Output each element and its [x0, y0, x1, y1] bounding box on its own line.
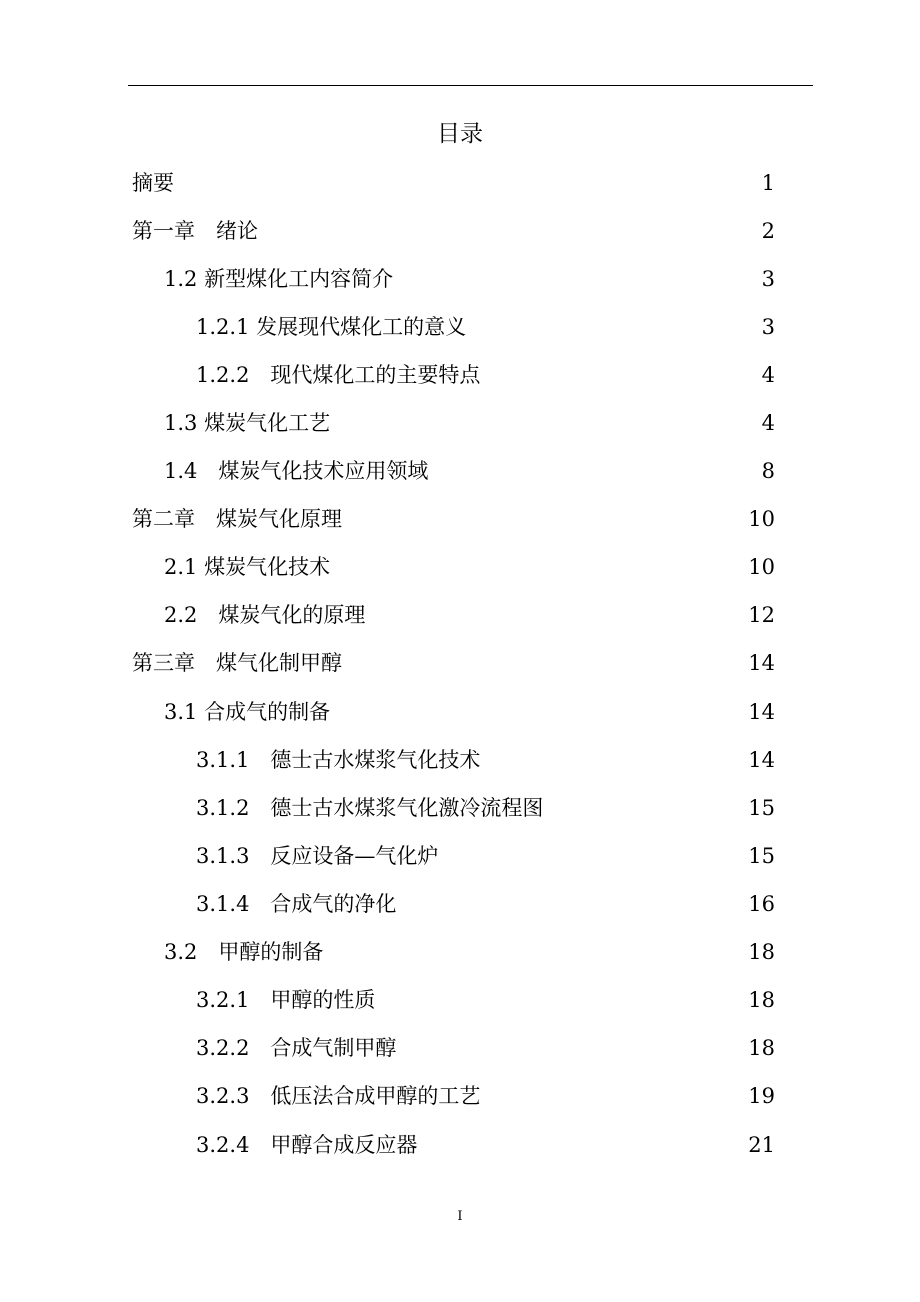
toc-entry[interactable]	[0, 1127, 920, 1163]
toc-entry[interactable]	[0, 549, 920, 585]
toc-entry-label: 3.1.3 反应设备—气化炉	[196, 844, 439, 868]
toc-entry[interactable]	[0, 645, 920, 681]
toc-entry-label: 摘要	[132, 171, 174, 195]
toc-entry-page-number: 18	[748, 988, 775, 1012]
toc-entry-label: 2.2 煤炭气化的原理	[164, 603, 366, 627]
toc-entry-page-number: 14	[748, 651, 775, 675]
toc-entry[interactable]	[0, 934, 920, 970]
toc-entry-page-number: 4	[761, 411, 775, 435]
toc-entry-label: 1.2.2 现代煤化工的主要特点	[196, 363, 481, 387]
toc-entry-label: 第三章 煤气化制甲醇	[132, 651, 342, 675]
toc-entry[interactable]	[0, 309, 920, 345]
toc-entry-page-number: 16	[748, 892, 775, 916]
toc-entry-label: 1.2 新型煤化工内容简介	[164, 267, 394, 291]
toc-entry-page-number: 2	[761, 219, 775, 243]
toc-entry-label: 3.1 合成气的制备	[164, 700, 331, 724]
toc-entry-label: 2.1 煤炭气化技术	[164, 555, 331, 579]
toc-entry-page-number: 8	[761, 459, 775, 483]
toc-entry[interactable]	[0, 213, 920, 249]
toc-entry-label: 1.3 煤炭气化工艺	[164, 411, 331, 435]
toc-entry[interactable]	[0, 501, 920, 537]
toc-entry[interactable]	[0, 357, 920, 393]
toc-entry[interactable]	[0, 694, 920, 730]
toc-entry-page-number: 14	[748, 700, 775, 724]
toc-entry[interactable]	[0, 742, 920, 778]
toc-entry[interactable]	[0, 838, 920, 874]
toc-entry[interactable]	[0, 405, 920, 441]
toc-entry-page-number: 3	[761, 315, 775, 339]
toc-entry[interactable]	[0, 597, 920, 633]
toc-entry-page-number: 18	[748, 1036, 775, 1060]
toc-entry[interactable]	[0, 1030, 920, 1066]
toc-entry-label: 3.2.1 甲醇的性质	[196, 988, 376, 1012]
toc-entry-label: 第一章 绪论	[132, 219, 258, 243]
toc-entry-page-number: 4	[761, 363, 775, 387]
toc-entry[interactable]	[0, 261, 920, 297]
toc-entry[interactable]	[0, 1078, 920, 1114]
toc-entry-label: 3.2.4 甲醇合成反应器	[196, 1133, 418, 1157]
toc-title: 目录	[437, 121, 483, 147]
toc-entry[interactable]	[0, 165, 920, 201]
toc-entry[interactable]	[0, 886, 920, 922]
toc-entry-page-number: 15	[748, 796, 775, 820]
toc-entry-page-number: 10	[748, 555, 775, 579]
toc-entry-page-number: 14	[748, 748, 775, 772]
toc-entry-label: 3.1.2 德士古水煤浆气化激冷流程图	[196, 796, 544, 820]
toc-entry[interactable]	[0, 982, 920, 1018]
toc-entry[interactable]	[0, 790, 920, 826]
toc-entry-label: 1.4 煤炭气化技术应用领域	[164, 459, 429, 483]
toc-entry-page-number: 10	[748, 507, 775, 531]
toc-entry-label: 3.1.4 合成气的净化	[196, 892, 397, 916]
toc-entry-label: 3.2.3 低压法合成甲醇的工艺	[196, 1084, 481, 1108]
toc-entry-label: 第二章 煤炭气化原理	[132, 507, 342, 531]
toc-entry-label: 3.1.1 德士古水煤浆气化技术	[196, 748, 481, 772]
page-number-footer: I	[457, 1209, 463, 1224]
toc-entry-label: 3.2.2 合成气制甲醇	[196, 1036, 397, 1060]
toc-entry-page-number: 1	[761, 171, 775, 195]
toc-entry-page-number: 21	[748, 1133, 775, 1157]
toc-entry-label: 1.2.1 发展现代煤化工的意义	[196, 315, 467, 339]
toc-entry-page-number: 19	[748, 1084, 775, 1108]
toc-entry-label: 3.2 甲醇的制备	[164, 940, 324, 964]
toc-entry[interactable]	[0, 453, 920, 489]
toc-entry-page-number: 18	[748, 940, 775, 964]
toc-entry-page-number: 15	[748, 844, 775, 868]
toc-entry-page-number: 3	[761, 267, 775, 291]
toc-entry-page-number: 12	[748, 603, 775, 627]
